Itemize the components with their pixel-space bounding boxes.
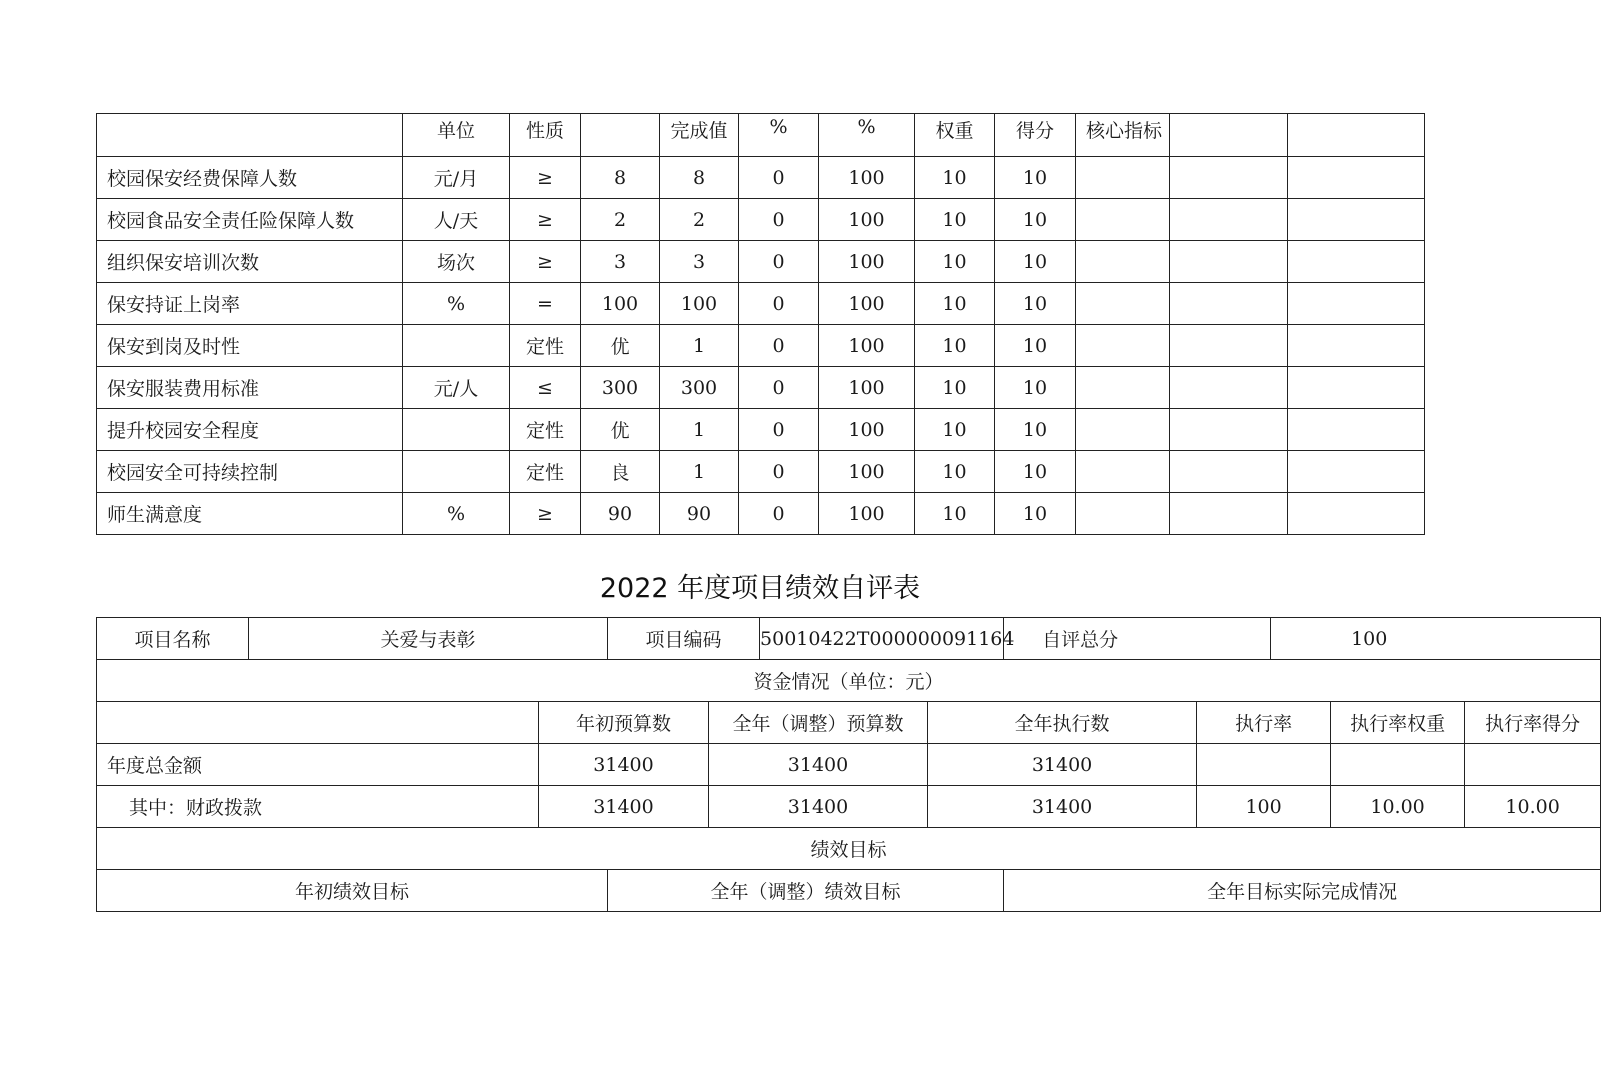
indicator-cell: 0 (739, 451, 819, 493)
indicator-name: 校园食品安全责任险保障人数 (97, 199, 403, 241)
goals-heading: 绩效目标 (97, 828, 1601, 870)
indicator-cell: 10 (915, 241, 995, 283)
indicator-cell (1076, 199, 1170, 241)
project-name: 关爱与表彰 (249, 618, 608, 660)
indicator-cell (403, 409, 510, 451)
project-name-label: 项目名称 (97, 618, 249, 660)
indicator-cell: 0 (739, 409, 819, 451)
funds-heading: 资金情况（单位：元） (97, 660, 1601, 702)
indicator-name: 校园安全可持续控制 (97, 451, 403, 493)
indicator-cell: 10 (915, 409, 995, 451)
indicator-cell (1288, 493, 1425, 535)
indicator-header-cell: % (739, 114, 819, 157)
indicator-cell: 场次 (403, 241, 510, 283)
indicator-cell: 1 (660, 451, 739, 493)
indicator-cell (1288, 409, 1425, 451)
indicator-cell (1288, 283, 1425, 325)
indicator-row (97, 283, 1425, 325)
goals-header-cell: 全年目标实际完成情况 (1004, 870, 1601, 912)
indicator-header-cell: 权重 (915, 114, 995, 157)
indicator-cell: ≥ (510, 199, 581, 241)
indicator-cell: 10 (995, 199, 1076, 241)
indicator-cell (1076, 157, 1170, 199)
indicator-cell: 10 (915, 325, 995, 367)
indicator-name: 组织保安培训次数 (97, 241, 403, 283)
indicator-cell (1170, 157, 1288, 199)
funds-cell (1331, 744, 1465, 786)
indicator-row (97, 367, 1425, 409)
indicator-cell: 3 (660, 241, 739, 283)
indicator-cell (1076, 493, 1170, 535)
indicator-cell: 10 (915, 493, 995, 535)
indicator-name: 校园保安经费保障人数 (97, 157, 403, 199)
indicator-cell: ≥ (510, 157, 581, 199)
funds-header-cell: 全年执行数 (928, 702, 1197, 744)
indicator-cell: 10 (995, 367, 1076, 409)
indicator-cell: 90 (581, 493, 660, 535)
indicator-header-row (97, 114, 1425, 157)
funds-cell: 31400 (928, 786, 1197, 828)
funds-row (97, 744, 1601, 786)
indicator-cell: 100 (819, 451, 915, 493)
funds-cell: 31400 (539, 744, 709, 786)
indicator-cell: 300 (660, 367, 739, 409)
indicator-cell: 300 (581, 367, 660, 409)
indicator-cell: 8 (660, 157, 739, 199)
indicator-cell (1076, 241, 1170, 283)
indicator-header-cell: 单位 (403, 114, 510, 157)
indicator-cell: 2 (660, 199, 739, 241)
funds-cell (1197, 744, 1331, 786)
project-code-label: 项目编码 (608, 618, 760, 660)
indicator-cell: 100 (819, 325, 915, 367)
indicator-cell: 0 (739, 283, 819, 325)
indicator-cell: 10 (915, 451, 995, 493)
indicator-name: 保安服装费用标准 (97, 367, 403, 409)
indicator-cell: ≥ (510, 241, 581, 283)
indicator-table (96, 113, 1425, 535)
indicator-cell: 1 (660, 325, 739, 367)
indicator-row (97, 409, 1425, 451)
indicator-cell (1170, 283, 1288, 325)
indicator-row (97, 157, 1425, 199)
funds-cell: 31400 (539, 786, 709, 828)
funds-cell: 10.00 (1331, 786, 1465, 828)
indicator-cell: 100 (819, 493, 915, 535)
funds-row-label: 年度总金额 (97, 744, 539, 786)
indicator-header-cell: 完成值 (660, 114, 739, 157)
indicator-cell (1076, 451, 1170, 493)
indicator-cell: = (510, 283, 581, 325)
funds-header-cell: 全年（调整）预算数 (709, 702, 928, 744)
indicator-cell: 10 (995, 451, 1076, 493)
indicator-cell: % (403, 283, 510, 325)
indicator-cell: 90 (660, 493, 739, 535)
indicator-cell (1076, 325, 1170, 367)
indicator-row (97, 241, 1425, 283)
funds-header-cell (97, 702, 539, 744)
indicator-cell: 100 (819, 409, 915, 451)
indicator-cell: 元/人 (403, 367, 510, 409)
funds-header-cell: 执行率得分 (1465, 702, 1601, 744)
indicator-cell: % (403, 493, 510, 535)
funds-cell: 100 (1197, 786, 1331, 828)
indicator-header-cell (1288, 114, 1425, 157)
indicator-cell (1288, 367, 1425, 409)
indicator-cell: 定性 (510, 409, 581, 451)
indicator-cell (1170, 451, 1288, 493)
indicator-cell: 10 (995, 409, 1076, 451)
goals-header-row (97, 870, 1601, 912)
indicator-cell (1170, 241, 1288, 283)
funds-header-cell: 执行率权重 (1331, 702, 1465, 744)
goals-header-cell: 全年（调整）绩效目标 (608, 870, 1004, 912)
indicator-cell: 2 (581, 199, 660, 241)
indicator-cell: 元/月 (403, 157, 510, 199)
goals-header-cell: 年初绩效目标 (97, 870, 608, 912)
score-value: 100 (1271, 618, 1601, 660)
indicator-cell (1288, 451, 1425, 493)
indicator-cell (403, 325, 510, 367)
indicator-cell: 10 (915, 199, 995, 241)
indicator-row (97, 493, 1425, 535)
indicator-cell: 3 (581, 241, 660, 283)
indicator-cell: 100 (819, 241, 915, 283)
indicator-cell: 100 (819, 283, 915, 325)
indicator-cell (1170, 325, 1288, 367)
indicator-cell: ≥ (510, 493, 581, 535)
indicator-header-cell: 得分 (995, 114, 1076, 157)
eval-table-title: 2022 年度项目绩效自评表 (599, 573, 921, 604)
indicator-cell (1288, 241, 1425, 283)
indicator-cell (403, 451, 510, 493)
indicator-cell: 100 (581, 283, 660, 325)
indicator-cell (1076, 283, 1170, 325)
indicator-cell (1288, 157, 1425, 199)
indicator-header-cell (581, 114, 660, 157)
indicator-cell: 0 (739, 325, 819, 367)
indicator-header-cell: 性质 (510, 114, 581, 157)
funds-row-label: 其中：财政拨款 (97, 786, 539, 828)
indicator-cell: ≤ (510, 367, 581, 409)
indicator-cell: 10 (995, 241, 1076, 283)
indicator-name: 师生满意度 (97, 493, 403, 535)
indicator-name: 保安到岗及时性 (97, 325, 403, 367)
funds-header-cell: 年初预算数 (539, 702, 709, 744)
indicator-name: 保安持证上岗率 (97, 283, 403, 325)
indicator-cell: 8 (581, 157, 660, 199)
indicator-cell: 10 (995, 493, 1076, 535)
indicator-cell: 0 (739, 241, 819, 283)
indicator-row (97, 199, 1425, 241)
indicator-cell: 10 (995, 283, 1076, 325)
funds-cell: 10.00 (1465, 786, 1601, 828)
indicator-header-cell: % (819, 114, 915, 157)
funds-row (97, 786, 1601, 828)
indicator-cell (1170, 367, 1288, 409)
indicator-header-cell (1170, 114, 1288, 157)
goals-heading-row (97, 828, 1601, 870)
indicator-cell (1288, 199, 1425, 241)
funds-cell: 31400 (709, 786, 928, 828)
indicator-cell: 100 (819, 199, 915, 241)
indicator-cell (1170, 199, 1288, 241)
indicator-cell: 定性 (510, 325, 581, 367)
funds-cell (1465, 744, 1601, 786)
indicator-cell: 人/天 (403, 199, 510, 241)
funds-cell: 31400 (709, 744, 928, 786)
funds-header-cell: 执行率 (1197, 702, 1331, 744)
indicator-cell: 100 (819, 157, 915, 199)
project-info-row (97, 618, 1601, 660)
funds-cell: 31400 (928, 744, 1197, 786)
indicator-cell: 0 (739, 199, 819, 241)
funds-header-row (97, 702, 1601, 744)
indicator-cell: 10 (915, 157, 995, 199)
funds-heading-row (97, 660, 1601, 702)
indicator-cell (1076, 409, 1170, 451)
indicator-cell: 10 (915, 283, 995, 325)
indicator-cell: 1 (660, 409, 739, 451)
indicator-header-cell (97, 114, 403, 157)
indicator-cell: 0 (739, 493, 819, 535)
indicator-name: 提升校园安全程度 (97, 409, 403, 451)
indicator-cell: 优 (581, 409, 660, 451)
indicator-cell: 10 (915, 367, 995, 409)
project-code: 50010422T000000091164 (760, 618, 1004, 660)
indicator-cell: 10 (995, 157, 1076, 199)
indicator-cell (1170, 409, 1288, 451)
indicator-header-cell: 核心指标 (1076, 114, 1170, 157)
score-label: 自评总分 (1004, 618, 1271, 660)
indicator-row (97, 325, 1425, 367)
indicator-cell: 0 (739, 367, 819, 409)
indicator-cell: 100 (660, 283, 739, 325)
indicator-cell (1076, 367, 1170, 409)
indicator-cell: 优 (581, 325, 660, 367)
indicator-cell: 定性 (510, 451, 581, 493)
indicator-cell: 良 (581, 451, 660, 493)
indicator-cell: 100 (819, 367, 915, 409)
indicator-cell: 0 (739, 157, 819, 199)
indicator-row (97, 451, 1425, 493)
self-evaluation-table (96, 617, 1601, 912)
indicator-cell: 10 (995, 325, 1076, 367)
indicator-cell (1288, 325, 1425, 367)
indicator-cell (1170, 493, 1288, 535)
